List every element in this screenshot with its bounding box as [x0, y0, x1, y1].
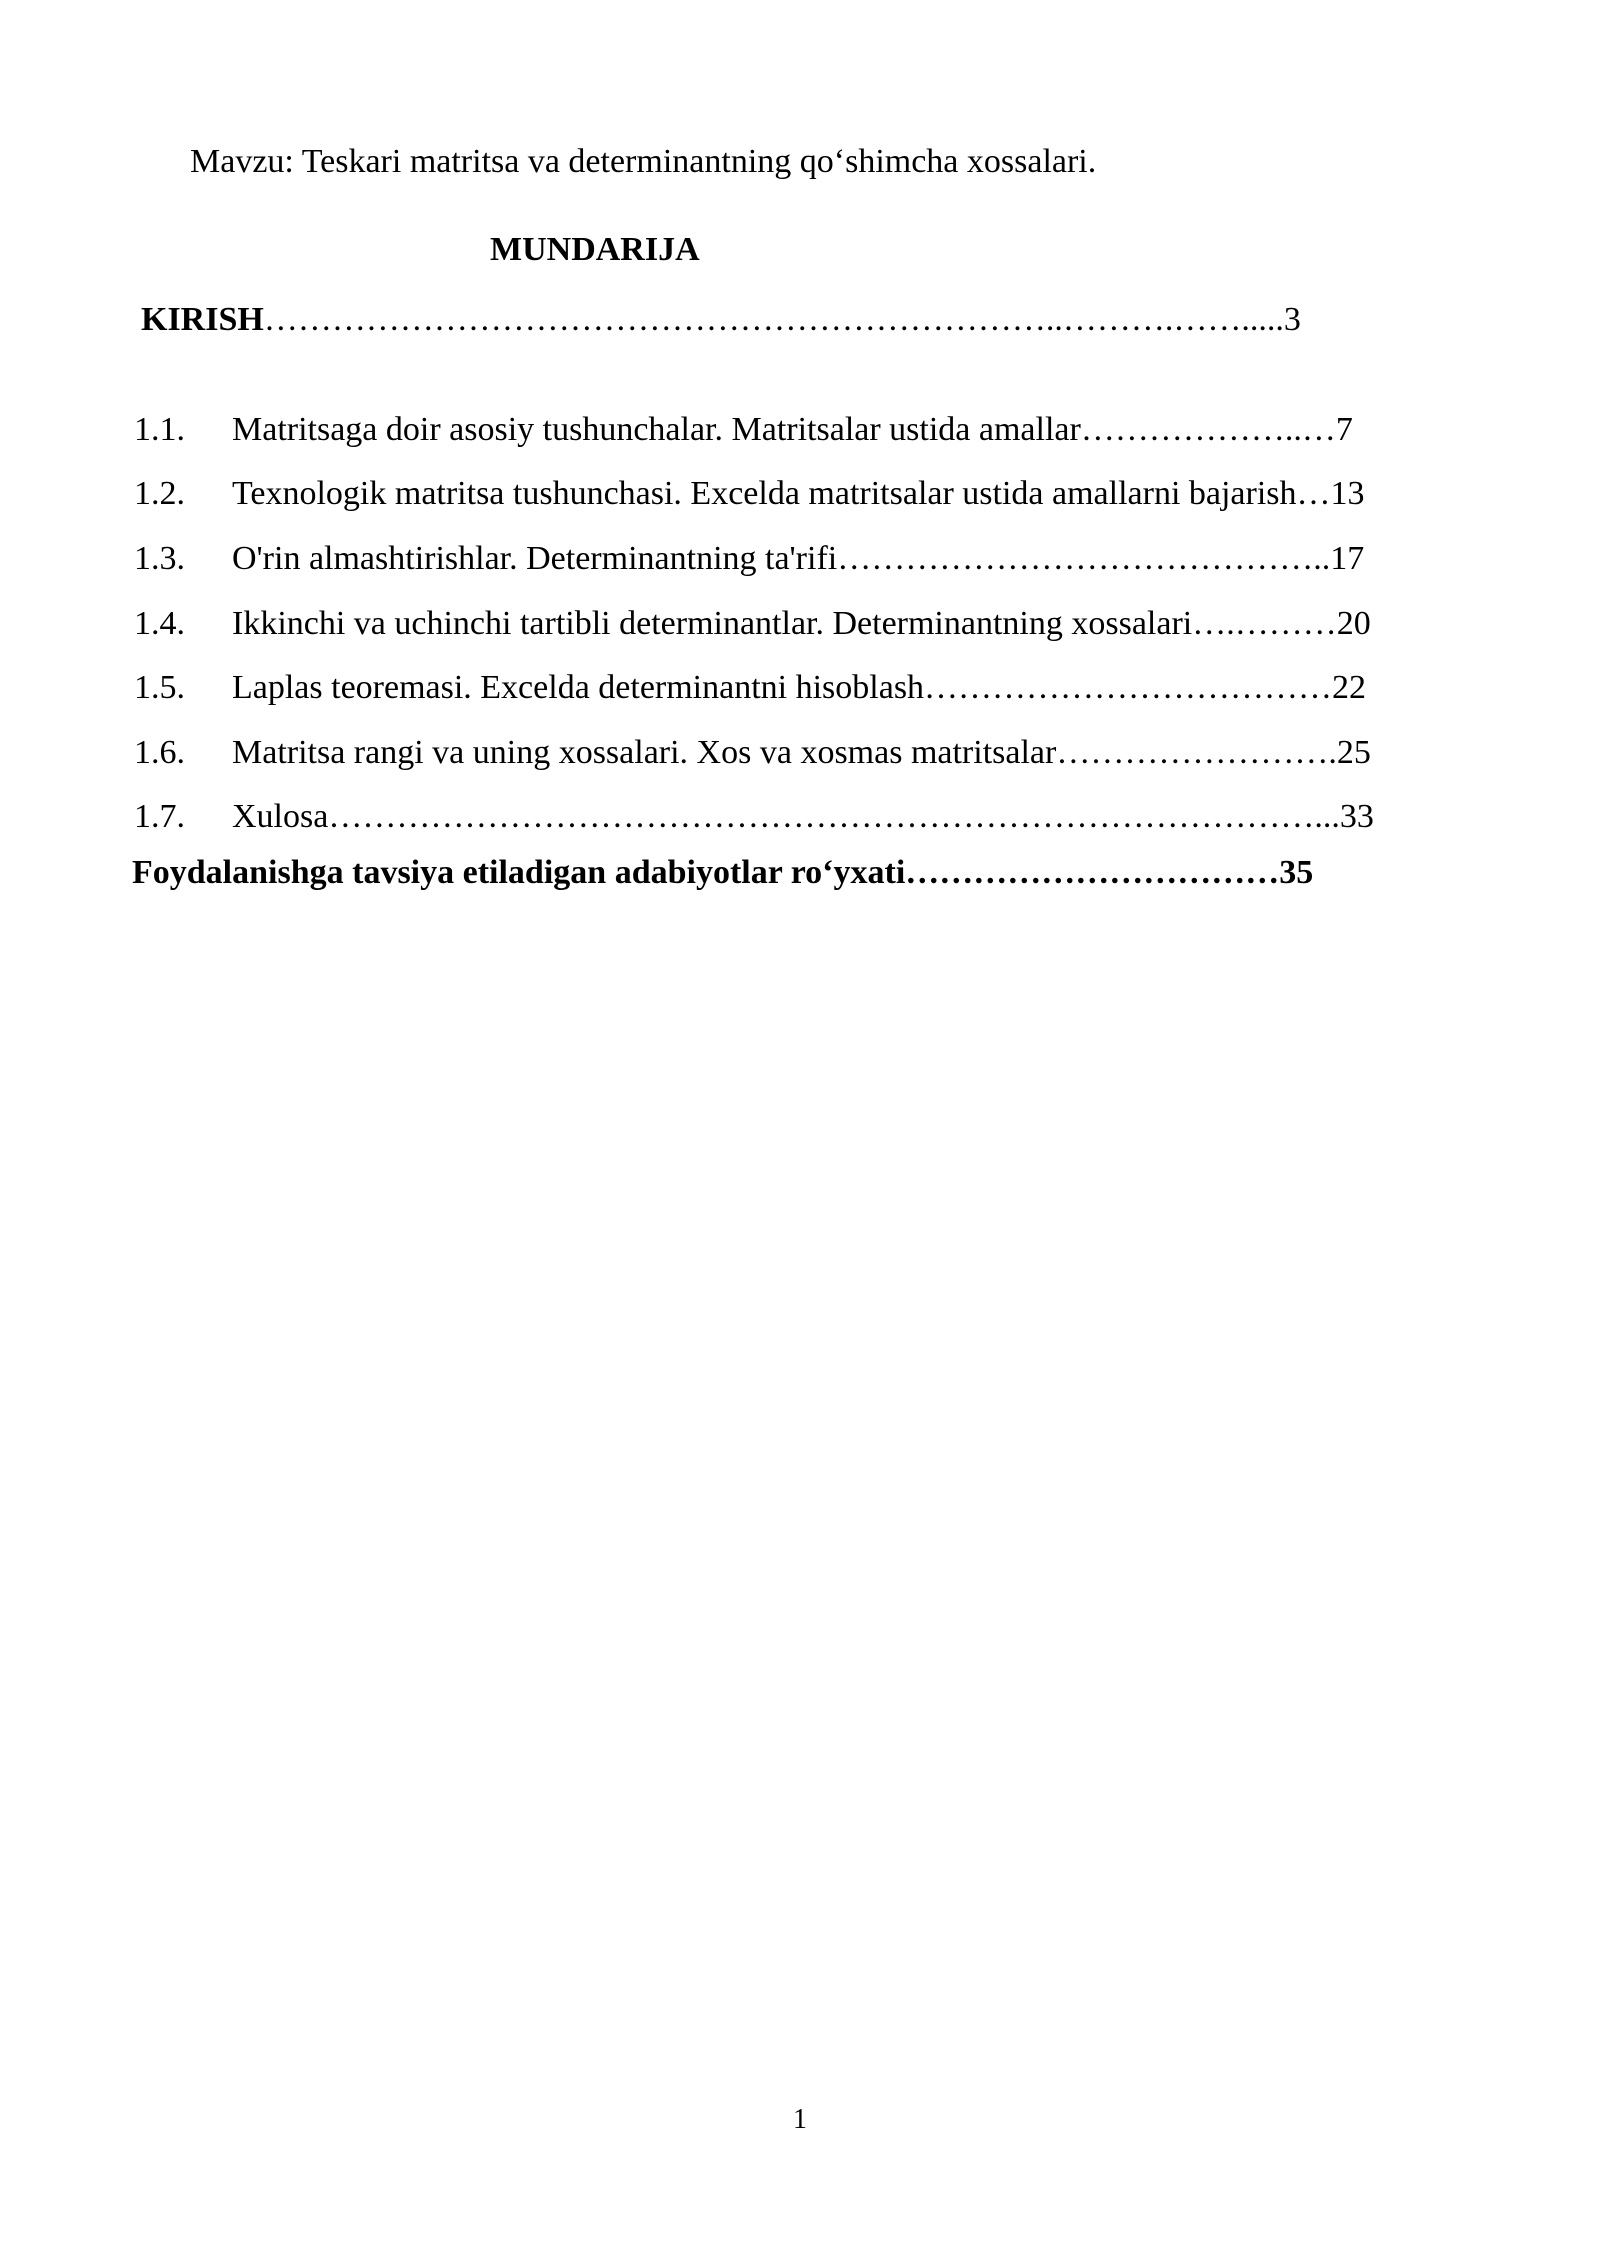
toc-entry: [134, 539, 1534, 579]
toc-entry-number: 1.6.: [134, 734, 185, 771]
toc-heading: MUNDARIJA: [490, 231, 700, 268]
toc-entry: [134, 474, 1534, 514]
toc-entry-text: Laplas teoremasi. Excelda determinantni hisoblash………………………………22: [232, 669, 1367, 706]
toc-entry: [134, 733, 1534, 773]
toc-intro-title: KIRISH: [141, 301, 264, 338]
toc-entry-number: 1.2.: [134, 475, 185, 512]
toc-entry-text: Matritsaga doir asosiy tushunchalar. Matritsalar ustida amallar………………..…7: [232, 411, 1353, 448]
toc-entry: [134, 668, 1534, 708]
toc-intro-leader: ……………………………………………………………..……….…….....3: [263, 301, 1301, 338]
toc-entry-number: 1.5.: [134, 669, 185, 706]
toc-entry-text: O'rin almashtirishlar. Determinantning ta'rifi……………………………………..17: [232, 540, 1365, 577]
toc-entry-number: 1.7.: [134, 798, 185, 835]
toc-bibliography-entry: Foydalanishga tavsiya etiladigan adabiyotlar ro‘yxati……………………………35: [132, 854, 1314, 891]
toc-entry: [134, 410, 1534, 450]
toc-entry-number: 1.3.: [134, 540, 185, 577]
toc-entry-text: Xulosa……………………………………………………………………………...33: [232, 798, 1374, 835]
toc-entry: [134, 797, 1534, 837]
page-number: 1: [793, 2104, 807, 2135]
toc-entry-number: 1.4.: [134, 605, 185, 642]
toc-entry-number: 1.1.: [134, 411, 185, 448]
toc-entry-text: Ikkinchi va uchinchi tartibli determinantlar. Determinantning xossalari….………20: [232, 605, 1371, 642]
toc-intro-entry: [141, 300, 1301, 340]
toc-entry-text: Texnologik matritsa tushunchasi. Excelda matritsalar ustida amallarni bajarish…13: [232, 475, 1365, 512]
toc-entry-text: Matritsa rangi va uning xossalari. Xos va xosmas matritsalar…………………….25: [232, 734, 1371, 771]
topic-line: Mavzu: Teskari matritsa va determinantning qo‘shimcha xossalari.: [190, 143, 1097, 180]
toc-entry: [134, 604, 1534, 644]
